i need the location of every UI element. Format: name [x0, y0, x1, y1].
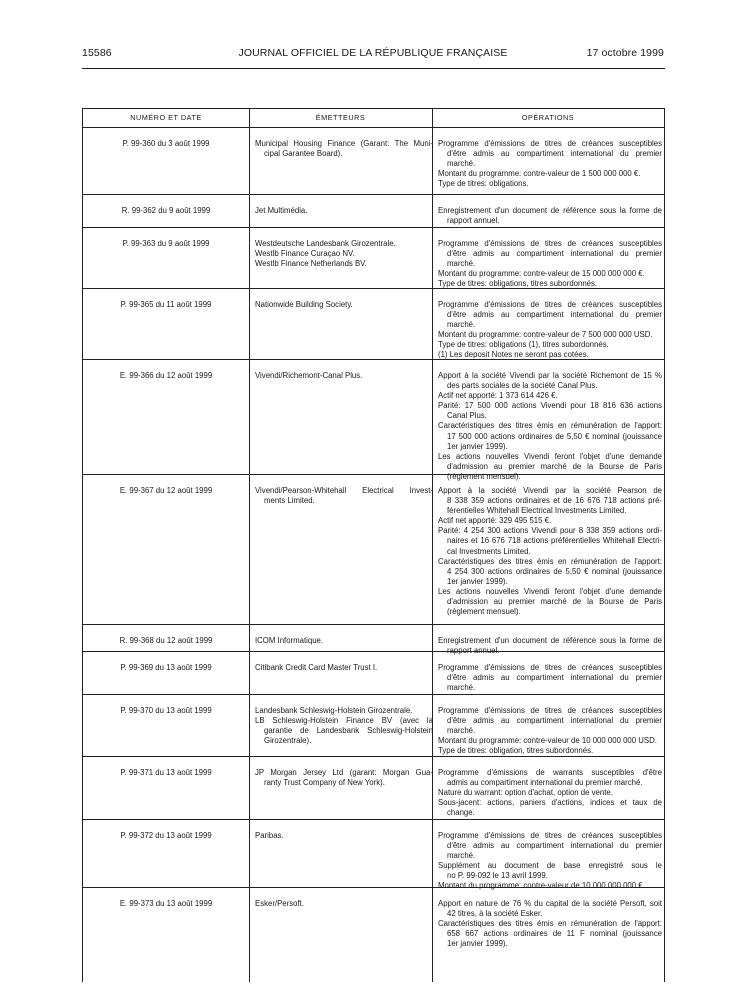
operation-line: Type de titres: obligations.	[438, 179, 529, 189]
operation-line: Montant du programme: contre-valeur de 1 500 000 000 €.	[438, 169, 641, 179]
operation-line: Parité: 4 254 300 actions Vivendi pour 8 338 359 actions ordi-	[438, 526, 662, 536]
operation-paragraph	[438, 330, 662, 340]
row-operations	[438, 139, 662, 189]
operation-paragraph	[438, 269, 662, 279]
operation-line: no P. 99-092 le 13 avril 1999.	[447, 871, 548, 881]
operation-paragraph	[438, 239, 662, 269]
operation-line: des parts sociales de la société Canal Plus.	[447, 381, 598, 391]
operation-line: Canal Plus.	[447, 411, 487, 421]
operation-line: Programme d'émissions de titres de créances susceptibles	[438, 663, 662, 672]
row-operations	[438, 300, 662, 361]
row-divider	[83, 227, 664, 228]
emetteur-line: Municipal Housing Finance (Garant: The Muni-	[255, 139, 433, 148]
operation-line: (règlement mensuel).	[447, 607, 521, 617]
operation-line: Enregistrement d'un document de référence sous la forme de	[438, 206, 662, 215]
operation-paragraph	[438, 300, 662, 330]
row-emetteur	[255, 486, 433, 506]
row-operations	[438, 486, 662, 617]
journal-title: JOURNAL OFFICIEL DE LA RÉPUBLIQUE FRANÇAISE	[238, 47, 508, 59]
operation-line: 1er janvier 1999).	[447, 576, 508, 586]
operation-paragraph	[438, 206, 662, 226]
operation-line: Montant du programme: contre-valeur de 7 500 000 000 USD.	[438, 330, 653, 340]
operation-line: Programme d'émissions de warrants susceptibles d'être	[438, 768, 662, 777]
operation-line: Caractéristiques des titres émis en rémunération de l'apport:	[438, 919, 662, 929]
column-header-numero: NUMÉRO ET DATE	[130, 113, 202, 122]
row-numero-date: P. 99-371 du 13 août 1999	[120, 768, 212, 777]
operation-line: rapport annuel.	[447, 646, 500, 656]
operation-line: cal Investments Limited.	[447, 546, 531, 556]
operation-paragraph	[438, 516, 662, 526]
emetteur-line: garantie de Landesbank Schleswig-Holstein	[264, 726, 433, 736]
emetteur-line: ranty Trust Company of New York).	[264, 778, 385, 788]
column-header-operations: OPÉRATIONS	[521, 113, 575, 122]
emetteur-line: ICOM Informatique.	[255, 636, 324, 645]
row-operations	[438, 239, 662, 289]
operation-line: Actif net apporté: 329 495 515 €.	[438, 516, 552, 526]
emetteur-line: Westlb Finance Curaçao NV.	[255, 249, 355, 259]
row-operations	[438, 706, 662, 756]
operation-line: change.	[447, 808, 475, 818]
operation-line: Sous-jacent: actions, paniers d'actions, indices et taux de	[438, 798, 662, 808]
operation-paragraph	[438, 919, 662, 949]
operation-line: 42 titres, à la société Esker.	[447, 909, 543, 919]
operation-line: d'être admis au compartiment international du premier	[447, 310, 662, 320]
row-operations	[438, 663, 662, 693]
row-divider	[83, 359, 664, 360]
page-header	[82, 47, 664, 63]
row-divider	[83, 651, 664, 652]
operation-line: Type de titres: obligations, titres subordonnés.	[438, 279, 598, 289]
row-emetteur	[255, 206, 433, 216]
row-operations	[438, 831, 662, 892]
emetteur-line: Vivendi/Pearson-Whitehall Electrical Invest-	[255, 486, 433, 495]
row-divider	[83, 756, 664, 757]
row-emetteur	[255, 139, 433, 159]
table-header	[83, 109, 664, 128]
row-emetteur	[255, 831, 433, 841]
operation-paragraph	[438, 391, 662, 401]
operation-line: 1er janvier 1999).	[447, 939, 508, 949]
operation-line: rapport annuel.	[447, 216, 500, 226]
operation-line: 8 338 359 actions ordinaires et de 16 676 718 actions pré-	[447, 496, 662, 506]
row-emetteur	[255, 371, 433, 381]
operation-line: (1) Les deposit Notes ne seront pas cotées.	[438, 350, 589, 360]
operation-line: d'être admis au compartiment international du premier	[447, 716, 662, 726]
operation-line: Programme d'émissions de titres de créances susceptibles	[438, 706, 662, 715]
row-numero-date: P. 99-369 du 13 août 1999	[120, 663, 212, 672]
operation-line: Apport à la société Vivendi par la société Pearson de	[438, 486, 662, 495]
operation-paragraph	[438, 831, 662, 861]
operation-line: d'être admis au compartiment international du premier	[447, 673, 662, 683]
emetteur-line: Landesbank Schleswig-Holstein Girozentrale.	[255, 706, 413, 715]
operation-line: d'admission au premier marché de la Bourse de Paris	[447, 461, 662, 471]
operation-paragraph	[438, 340, 662, 350]
operation-line: marché.	[447, 726, 476, 736]
operation-line: Actif net apporté: 1 373 614 426 €.	[438, 391, 558, 401]
row-divider	[83, 887, 664, 888]
operation-paragraph	[438, 706, 662, 736]
row-divider	[83, 194, 664, 195]
emetteur-line: Girozentrale).	[264, 736, 312, 746]
operation-paragraph	[438, 401, 662, 421]
column-header-emetteurs: ÉMETTEURS	[315, 113, 366, 122]
emetteur-line: Esker/Persoft.	[255, 899, 304, 908]
row-numero-date: P. 99-365 du 11 août 1999	[120, 300, 212, 309]
operation-line: férentielles Whitehall Electrical Investments Limited.	[447, 506, 627, 516]
operation-line: Type de titres: obligations (1), titres subordonnés.	[438, 340, 609, 350]
row-numero-date: P. 99-372 du 13 août 1999	[120, 831, 212, 840]
operation-paragraph	[438, 746, 662, 756]
operation-line: Montant du programme: contre-valeur de 15 000 000 000 €.	[438, 269, 645, 279]
operation-paragraph	[438, 788, 662, 798]
row-emetteur	[255, 663, 433, 673]
row-divider	[83, 624, 664, 625]
operation-line: Apport en nature de 76 % du capital de la société Persoft, soit	[438, 899, 662, 908]
emetteur-line: Vivendi/Richemont-Canal Plus.	[255, 371, 363, 380]
row-numero-date: P. 99-370 du 13 août 1999	[120, 706, 212, 715]
operation-paragraph	[438, 169, 662, 179]
operation-line: marché.	[447, 259, 476, 269]
row-numero-date: P. 99-360 du 3 août 1999	[122, 139, 210, 148]
operation-line: marché.	[447, 851, 476, 861]
row-emetteur	[255, 899, 433, 909]
row-emetteur	[255, 636, 433, 646]
operation-line: 658 667 actions ordinaires de 11 F nominal (jouissance	[447, 929, 662, 939]
operation-line: Caractéristiques des titres émis en rémunération de l'apport:	[438, 556, 662, 566]
column-divider	[249, 109, 250, 982]
emetteur-line: LB Schleswig-Holstein Finance BV (avec la	[255, 716, 433, 726]
operation-line: marché.	[447, 159, 476, 169]
operation-line: Les actions nouvelles Vivendi feront l'objet d'une demande	[438, 586, 662, 596]
operation-line: 17 500 000 actions ordinaires de 5,50 € nominal (jouissance	[447, 431, 662, 441]
operation-line: (règlement mensuel).	[447, 471, 521, 481]
row-operations	[438, 371, 662, 482]
operation-line: d'être admis au compartiment international du premier	[447, 841, 662, 851]
operation-paragraph	[438, 452, 662, 482]
emetteur-line: ments Limited.	[264, 496, 315, 506]
row-emetteur	[255, 768, 433, 788]
operation-line: Parité: 17 500 000 actions Vivendi pour 18 816 636 actions	[438, 401, 662, 411]
operation-paragraph	[438, 179, 662, 189]
operation-line: Supplément au document de base enregistré sous le	[438, 861, 662, 871]
emetteur-line: Paribas.	[255, 831, 284, 840]
operation-paragraph	[438, 768, 662, 788]
emetteur-line: Citibank Credit Card Master Trust I.	[255, 663, 378, 672]
operation-line: naires et 16 676 718 actions préférentielles Whitehall Electri-	[447, 536, 662, 546]
operation-paragraph	[438, 421, 662, 451]
operation-line: 1er janvier 1999).	[447, 441, 508, 451]
operation-paragraph	[438, 861, 662, 881]
header-rule	[82, 68, 665, 69]
row-numero-date: R. 99-368 du 12 août 1999	[119, 636, 213, 645]
row-divider	[83, 694, 664, 695]
emetteur-line: Jet Multimédia.	[255, 206, 308, 215]
row-emetteur	[255, 706, 433, 746]
operation-line: d'être admis au compartiment international du premier	[447, 249, 662, 259]
operation-paragraph	[438, 557, 662, 587]
row-operations	[438, 206, 662, 226]
emetteur-line: Westdeutsche Landesbank Girozentrale.	[255, 239, 396, 248]
operation-line: Enregistrement d'un document de référence sous la forme de	[438, 636, 662, 645]
operation-line: marché.	[447, 320, 476, 330]
emetteur-line: JP Morgan Jersey Ltd (garant: Morgan Gua-	[255, 768, 433, 777]
row-numero-date: E. 99-367 du 12 août 1999	[119, 486, 213, 495]
operation-line: Les actions nouvelles Vivendi feront l'objet d'une demande	[438, 451, 662, 461]
emetteur-line: Westlb Finance Netherlands BV.	[255, 259, 367, 269]
operation-line: Programme d'émissions de titres de créances susceptibles	[438, 831, 662, 840]
row-numero-date: R. 99-362 du 9 août 1999	[121, 206, 211, 215]
operation-paragraph	[438, 663, 662, 693]
operation-line: Type de titres: obligation, titres subordonnés.	[438, 746, 594, 756]
operation-line: marché.	[447, 683, 476, 693]
operation-line: Programme d'émissions de titres de créances susceptibles	[438, 139, 662, 148]
operation-line: Apport à la société Vivendi par la société Richemont de 15 %	[438, 371, 662, 380]
operation-line: Programme d'émissions de titres de créances susceptibles	[438, 239, 662, 248]
issue-date: 17 octobre 1999	[586, 47, 664, 59]
operation-line: Montant du programme: contre-valeur de 10 000 000 000 €.	[438, 881, 645, 891]
operation-line: admis au compartiment international du premier marché.	[447, 778, 643, 788]
operations-table	[82, 108, 665, 982]
row-numero-date: P. 99-363 du 9 août 1999	[122, 239, 210, 248]
row-numero-date: E. 99-373 du 13 août 1999	[119, 899, 213, 908]
emetteur-line: cipal Garantee Board).	[264, 149, 343, 159]
operation-paragraph	[438, 798, 662, 818]
row-divider	[83, 288, 664, 289]
row-emetteur	[255, 239, 433, 269]
row-numero-date: E. 99-366 du 12 août 1999	[119, 371, 213, 380]
operation-line: Nature du warrant: option d'achat, option de vente.	[438, 788, 613, 798]
operation-paragraph	[438, 736, 662, 746]
operation-paragraph	[438, 526, 662, 556]
operation-paragraph	[438, 371, 662, 391]
operation-paragraph	[438, 636, 662, 656]
row-divider	[83, 819, 664, 820]
operation-line: d'être admis au compartiment international du premier	[447, 149, 662, 159]
operation-paragraph	[438, 139, 662, 169]
row-divider	[83, 474, 664, 475]
operation-paragraph	[438, 486, 662, 516]
operation-line: Programme d'émissions de titres de créances susceptibles	[438, 300, 662, 309]
row-operations	[438, 768, 662, 818]
row-emetteur	[255, 300, 433, 310]
operation-paragraph	[438, 899, 662, 919]
emetteur-line: Nationwide Building Society.	[255, 300, 353, 309]
operation-line: Montant du programme: contre-valeur de 10 000 000 000 USD.	[438, 736, 657, 746]
operation-paragraph	[438, 587, 662, 617]
page-number: 15586	[82, 47, 112, 59]
row-operations	[438, 899, 662, 949]
row-operations	[438, 636, 662, 656]
operation-line: 4 254 300 actions ordinaires de 5,50 € nominal (jouissance	[447, 566, 662, 576]
operation-line: Caractéristiques des titres émis en rémunération de l'apport:	[438, 421, 662, 431]
operation-line: d'admission au premier marché de la Bourse de Paris	[447, 597, 662, 607]
